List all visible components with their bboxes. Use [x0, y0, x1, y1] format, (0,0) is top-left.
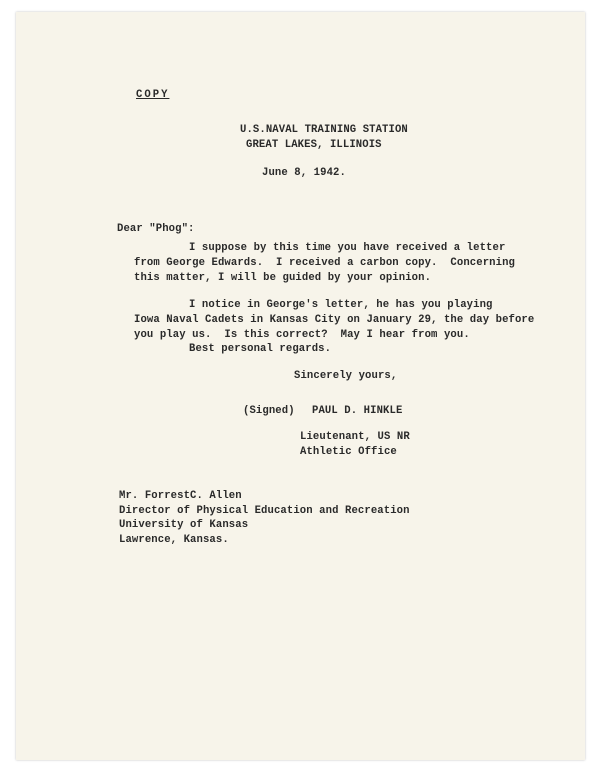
copy-label: COPY — [136, 89, 170, 101]
letter-date: June 8, 1942. — [262, 167, 346, 179]
paragraph-1-line: from George Edwards. I received a carbon copy. Concerning — [134, 257, 515, 269]
complimentary-close: Sincerely yours, — [294, 370, 398, 382]
signer-name: PAUL D. HINKLE — [312, 405, 403, 417]
paragraph-2-line: I notice in George's letter, he has you playing — [189, 299, 493, 311]
signer-office: Athletic Office — [300, 446, 397, 458]
document-page — [16, 12, 585, 760]
recipient-line: Lawrence, Kansas. — [119, 534, 229, 546]
salutation: Dear "Phog": — [117, 223, 195, 235]
letterhead-line-2: GREAT LAKES, ILLINOIS — [246, 139, 382, 151]
paragraph-2-line: you play us. Is this correct? May I hear from you. — [134, 329, 470, 341]
paragraph-2-line: Iowa Naval Cadets in Kansas City on January 29, the day before — [134, 314, 535, 326]
signed-marker: (Signed) — [243, 405, 295, 417]
recipient-line: Mr. ForrestC. Allen — [119, 490, 242, 502]
signer-title: Lieutenant, US NR — [300, 431, 410, 443]
recipient-line: University of Kansas — [119, 519, 249, 531]
recipient-line: Director of Physical Education and Recreation — [119, 505, 410, 517]
closing-regards: Best personal regards. — [189, 343, 332, 355]
paragraph-1-line: I suppose by this time you have received a letter — [189, 242, 506, 254]
letterhead-line-1: U.S.NAVAL TRAINING STATION — [240, 124, 408, 136]
paragraph-1-line: this matter, I will be guided by your opinion. — [134, 272, 432, 284]
